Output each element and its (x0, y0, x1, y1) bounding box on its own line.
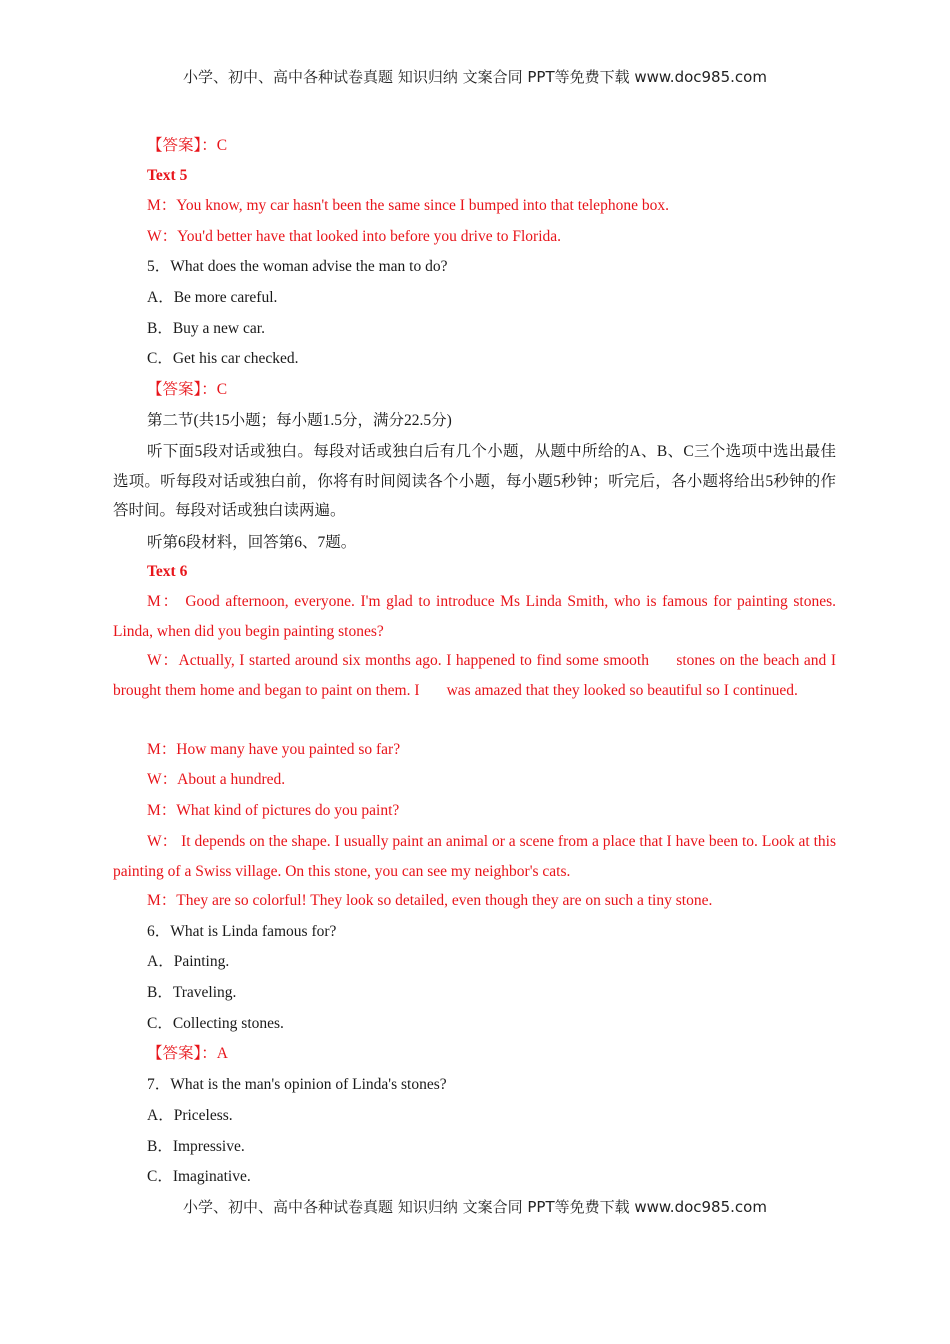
text-6-man-line-2: M：How many have you painted so far? (147, 741, 401, 758)
text-6-woman-line-2: W：About a hundred. (147, 771, 286, 788)
text-5-woman-line: W：You'd better have that looked into before you drive to Florida. (147, 228, 562, 245)
text-5-man-line: M：You know, my car hasn't been the same since I bumped into that telephone box. (147, 197, 669, 214)
text-6-title: Text 6 (147, 563, 188, 580)
question-7-option-a: A．Priceless. (147, 1107, 233, 1124)
answer-4: 【答案】：C (147, 137, 228, 154)
question-6-option-c: C．Collecting stones. (147, 1015, 284, 1032)
answer-5: 【答案】：C (147, 381, 228, 398)
text-6-woman-line-3: W： It depends on the shape. I usually paint an animal or a scene from a place that I have been to. Look at this painting of a Swiss village. On this stone, you can see my neighbor's cats. (113, 833, 836, 880)
section-2-lead: 听第6段材料，回答第6、7题。 (147, 534, 357, 551)
section-2-heading: 第二节(共15小题；每小题1.5分，满分22.5分) (147, 412, 452, 429)
question-5-option-c: C．Get his car checked. (147, 350, 299, 367)
question-5-option-b: B．Buy a new car. (147, 320, 265, 337)
question-6-option-a: A．Painting. (147, 953, 230, 970)
text-6-man-line-1: M： Good afternoon, everyone. I'm glad to introduce Ms Linda Smith, who is famous for painting stones. Linda, when did you begin painting stones? (113, 593, 836, 640)
question-7-option-c: C．Imaginative. (147, 1168, 251, 1185)
question-5: 5．What does the woman advise the man to do? (147, 258, 448, 275)
question-5-option-a: A．Be more careful. (147, 289, 278, 306)
question-6: 6．What is Linda famous for? (147, 923, 337, 940)
page-header: 小学、初中、高中各种试卷真题 知识归纳 文案合同 PPT等免费下载 www.doc985.com (183, 68, 767, 86)
page-footer: 小学、初中、高中各种试卷真题 知识归纳 文案合同 PPT等免费下载 www.doc985.com (183, 1198, 767, 1216)
text-6-man-line-4: M：They are so colorful! They look so detailed, even though they are on such a tiny stone. (147, 892, 713, 909)
question-7-option-b: B．Impressive. (147, 1138, 245, 1155)
text-5-title: Text 5 (147, 167, 188, 184)
text-6-woman-line-1: W：Actually, I started around six months ago. I happened to find some smooth stones on the beach and I brought them home and began to paint on them. I was amazed that they looked so beautiful so I continued. (113, 652, 840, 699)
section-2-instructions: 听下面5段对话或独白。每段对话或独白后有几个小题，从题中所给的A、B、C三个选项中选出最佳选项。听每段对话或独白前，你将有时间阅读各个小题，每小题5秒钟；听完后，各小题将给出5秒钟的作答时间。每段对话或独白读两遍。 (113, 443, 836, 519)
question-7: 7．What is the man's opinion of Linda's stones? (147, 1076, 447, 1093)
answer-6: 【答案】：A (147, 1045, 228, 1062)
question-6-option-b: B．Traveling. (147, 984, 237, 1001)
text-6-man-line-3: M：What kind of pictures do you paint? (147, 802, 400, 819)
